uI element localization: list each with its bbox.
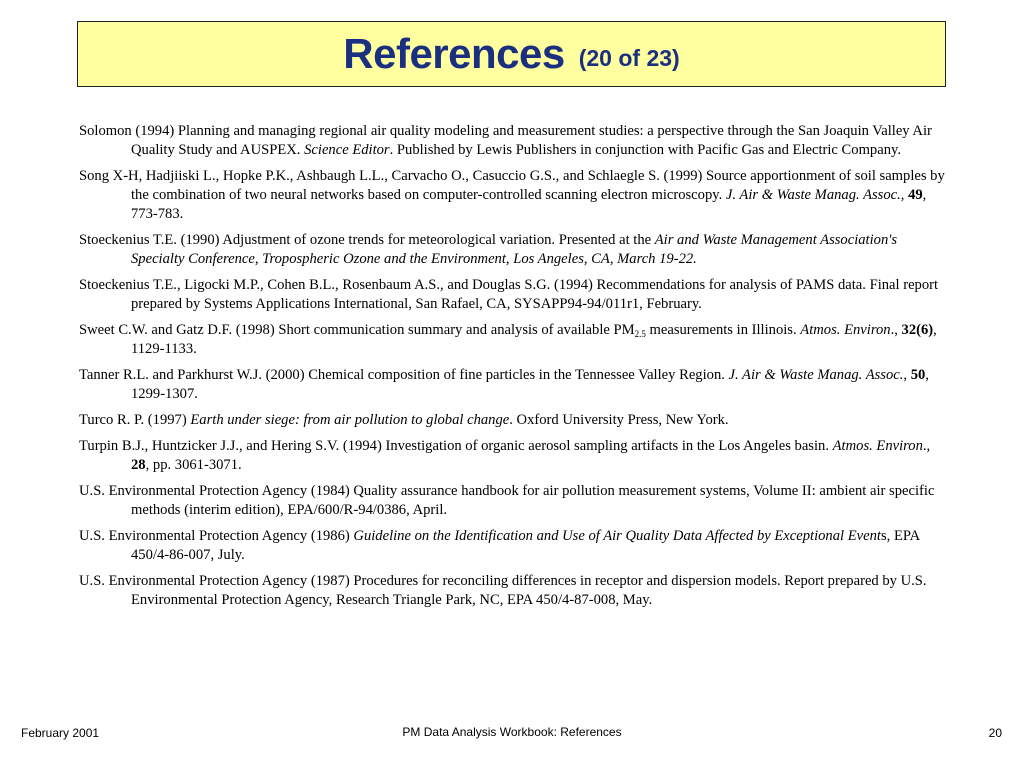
page-subtitle: (20 of 23) (578, 44, 680, 71)
reference-text: Turco R. P. (1997) (79, 412, 191, 428)
reference-text: Atmos. Environ (832, 438, 923, 454)
reference-text: 2.5 (634, 329, 646, 339)
page-title: References (343, 30, 565, 77)
reference-text: . Published by Lewis Publishers in conjunction with Pacific Gas and Electric Company. (389, 142, 901, 158)
title-box (77, 21, 946, 87)
reference-entry (79, 276, 949, 314)
reference-text: . Oxford University Press, New York. (509, 412, 729, 428)
reference-entry (79, 231, 949, 269)
reference-text: 28 (131, 457, 146, 473)
reference-entry (79, 482, 949, 520)
reference-text: , (900, 187, 909, 203)
reference-entry (79, 411, 949, 430)
reference-text: , pp. 3061-3071. (145, 457, 242, 473)
reference-text: ., (890, 322, 902, 338)
reference-entry (79, 527, 949, 565)
reference-entry (79, 572, 949, 610)
reference-text: Tanner R.L. and Parkhurst W.J. (2000) Chemical composition of fine particles in the Tennessee Valley Region. (79, 367, 729, 383)
reference-text: Song X-H, Hadjiiski L., Hopke P.K., Ashbaugh L.L., Carvacho O., Casuccio G.S., and Schlaegle S. (1999) Source apportionment of soil samples by the combination of two neural networks based on computer-controlled scanning electron microscopy. (79, 168, 945, 203)
reference-text: , 1129-1133. (131, 322, 937, 357)
reference-text: Air and Waste Management Association's Specialty Conference, Tropospheric Ozone and the Environment, Los Angeles, CA, March 19-22. (131, 232, 898, 267)
reference-list (79, 122, 949, 617)
reference-entry (79, 167, 949, 224)
reference-text: ., (922, 438, 931, 454)
reference-entry (79, 437, 949, 475)
reference-text: Stoeckenius T.E., Ligocki M.P., Cohen B.L., Rosenbaum A.S., and Douglas S.G. (1994) Recommendations for analysis of PAMS data. Final report prepared by Systems Applications International, San Rafael, CA, SYSAPP94-94/011r1, February. (79, 277, 939, 312)
reference-text: Sweet C.W. and Gatz D.F. (1998) Short communication summary and analysis of available PM (79, 322, 635, 338)
reference-text: 50 (910, 367, 926, 383)
reference-text: U.S. Environmental Protection Agency (1986) (79, 528, 354, 544)
reference-text: U.S. Environmental Protection Agency (1984) Quality assurance handbook for air pollution measurement systems, Volume II: ambient air specific methods (interim edition), EPA/600/R-94/0386, April. (79, 483, 935, 518)
reference-text: 32(6) (901, 322, 934, 338)
reference-text: Solomon (1994) Planning and managing regional air quality modeling and measurement studies: a perspective through the San Joaquin Valley Air Quality Study and AUSPEX. (79, 123, 932, 158)
reference-text: Turpin B.J., Huntzicker J.J., and Hering S.V. (1994) Investigation of organic aerosol sampling artifacts in the Los Angeles basin. (79, 438, 833, 454)
reference-text: J. Air & Waste Manag. Assoc. (728, 367, 904, 383)
reference-text: U.S. Environmental Protection Agency (1987) Procedures for reconciling differences in receptor and dispersion models. Report prepared by U.S. Environmental Protection Agency, Research Triangle Park, NC, EPA 450/4-87-008, May. (79, 573, 927, 608)
reference-text: s, EPA 450/4-86-007, July. (131, 528, 920, 563)
reference-text: Stoeckenius T.E. (1990) Adjustment of ozone trends for meteorological variation. Presented at the (79, 232, 655, 248)
reference-text: J. Air & Waste Manag. Assoc. (725, 187, 901, 203)
reference-entry (79, 321, 949, 359)
reference-text: Atmos. Environ (800, 322, 891, 338)
footer-date: February 2001 (21, 726, 100, 740)
reference-entry (79, 122, 949, 160)
reference-text: Science Editor (304, 142, 390, 158)
page-number: 20 (988, 726, 1002, 740)
reference-text: Guideline on the Identification and Use of Air Quality Data Affected by Exceptional Event (353, 528, 881, 544)
footer-title: PM Data Analysis Workbook: References (402, 725, 622, 739)
reference-entry (79, 366, 949, 404)
reference-text: , 773-783. (131, 187, 927, 222)
reference-text: measurements in Illinois. (645, 322, 801, 338)
reference-text: Earth under siege: from air pollution to global change (190, 412, 510, 428)
reference-text: , 1299-1307. (131, 367, 929, 402)
reference-text: , (903, 367, 911, 383)
reference-text: 49 (908, 187, 923, 203)
